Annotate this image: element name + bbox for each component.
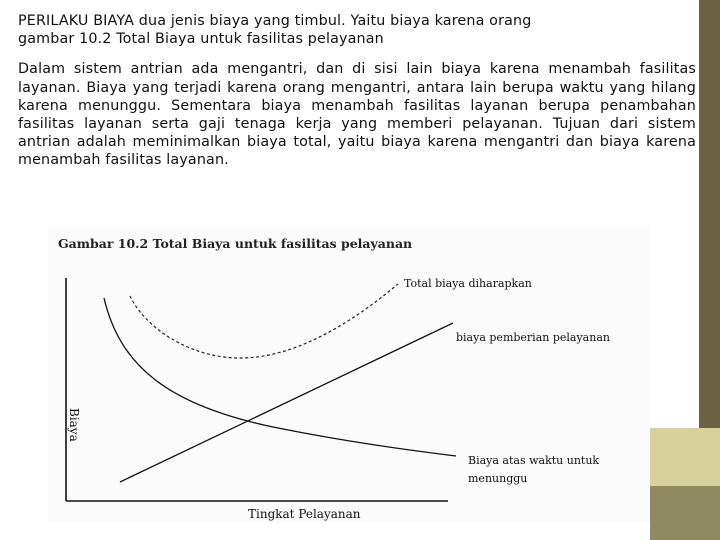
cost-figure bbox=[48, 226, 650, 522]
service-cost-line bbox=[120, 323, 453, 482]
heading-line-2: gambar 10.2 Total Biaya untuk fasilitas pelayanan bbox=[18, 31, 384, 48]
body-paragraph: Dalam sistem antrian ada mengantri, dan di sisi lain biaya karena menambah fasilitas layanan. Biaya yang terjadi karena orang mengantri, antara lain berupa waktu yang hilang karena menunggu. Sementara biaya menambah fasilitas layanan berupa penambahan fasilitas layanan serta gaji tenaga kerja yang memberi pelayanan. Tujuan dari sistem antrian adalah meminimalkan biaya total, yaitu biaya karena mengantri dan biaya karena menambah fasilitas layanan. bbox=[18, 61, 696, 169]
slide-text bbox=[18, 12, 696, 182]
waiting-cost-curve bbox=[104, 298, 456, 456]
decorative-accent-mid bbox=[650, 486, 720, 540]
cost-diagram bbox=[48, 226, 650, 522]
decorative-accent-light bbox=[650, 428, 720, 486]
total-cost-curve bbox=[130, 284, 398, 358]
heading-line-1: PERILAKU BIAYA dua jenis biaya yang timbul. Yaitu biaya karena orang bbox=[18, 13, 532, 29]
waiting-cost-label-line1: Biaya atas waktu untuk bbox=[468, 454, 600, 467]
y-axis-label: Biaya bbox=[67, 408, 81, 442]
figure-caption: Gambar 10.2 Total Biaya untuk fasilitas pelayanan bbox=[58, 236, 413, 251]
service-cost-label: biaya pemberian pelayanan bbox=[456, 331, 610, 344]
x-axis-label: Tingkat Pelayanan bbox=[248, 507, 361, 521]
total-cost-label: Total biaya diharapkan bbox=[404, 277, 532, 290]
heading-paragraph bbox=[18, 12, 696, 48]
waiting-cost-label-line2: menunggu bbox=[468, 472, 528, 485]
